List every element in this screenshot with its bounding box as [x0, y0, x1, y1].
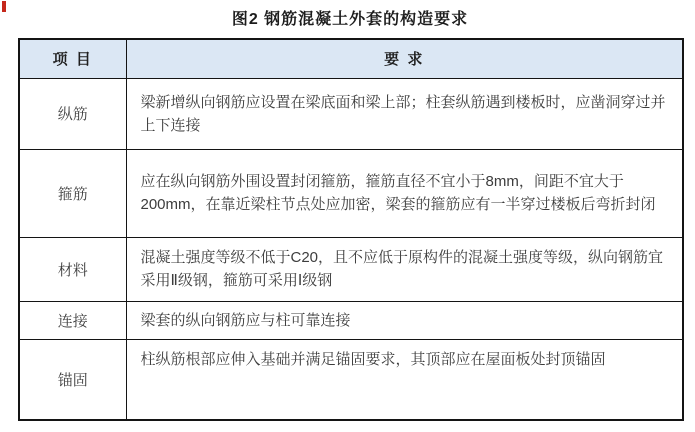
requirement-cell: 柱纵筋根部应伸入基础并满足锚固要求，其顶部应在屋面板处封顶锚固: [126, 339, 683, 420]
item-cell: 锚固: [19, 339, 126, 420]
red-marker: [2, 1, 6, 12]
column-header-requirement: 要 求: [126, 39, 683, 78]
requirement-cell: 应在纵向钢筋外围设置封闭箍筋，箍筋直径不宜小于8mm，间距不宜大于200mm，在靠近梁柱节点处应加密，梁套的箍筋应有一半穿过楼板后弯折封闭: [126, 149, 683, 237]
header-row: [19, 39, 683, 78]
requirement-cell: 混凝土强度等级不低于C20，且不应低于原构件的混凝土强度等级，纵向钢筋宜采用Ⅱ级钢，箍筋可采用Ⅰ级钢: [126, 237, 683, 301]
table-row-connection: [19, 301, 683, 339]
item-cell: 箍筋: [19, 149, 126, 237]
requirement-cell: 梁套的纵向钢筋应与柱可靠连接: [126, 301, 683, 339]
item-cell: 纵筋: [19, 78, 126, 149]
table-row-stirrups: [19, 149, 683, 237]
table-row-materials: [19, 237, 683, 301]
column-header-item: 项 目: [19, 39, 126, 78]
requirement-cell: 梁新增纵向钢筋应设置在梁底面和梁上部；柱套纵筋遇到楼板时，应凿洞穿过并上下连接: [126, 78, 683, 149]
requirements-table: [18, 38, 684, 421]
item-cell: 连接: [19, 301, 126, 339]
figure-title: 图2 钢筋混凝土外套的构造要求: [231, 11, 469, 28]
table-row-anchorage: [19, 339, 683, 420]
table-row-longitudinal-rebar: [19, 78, 683, 149]
item-cell: 材料: [19, 237, 126, 301]
